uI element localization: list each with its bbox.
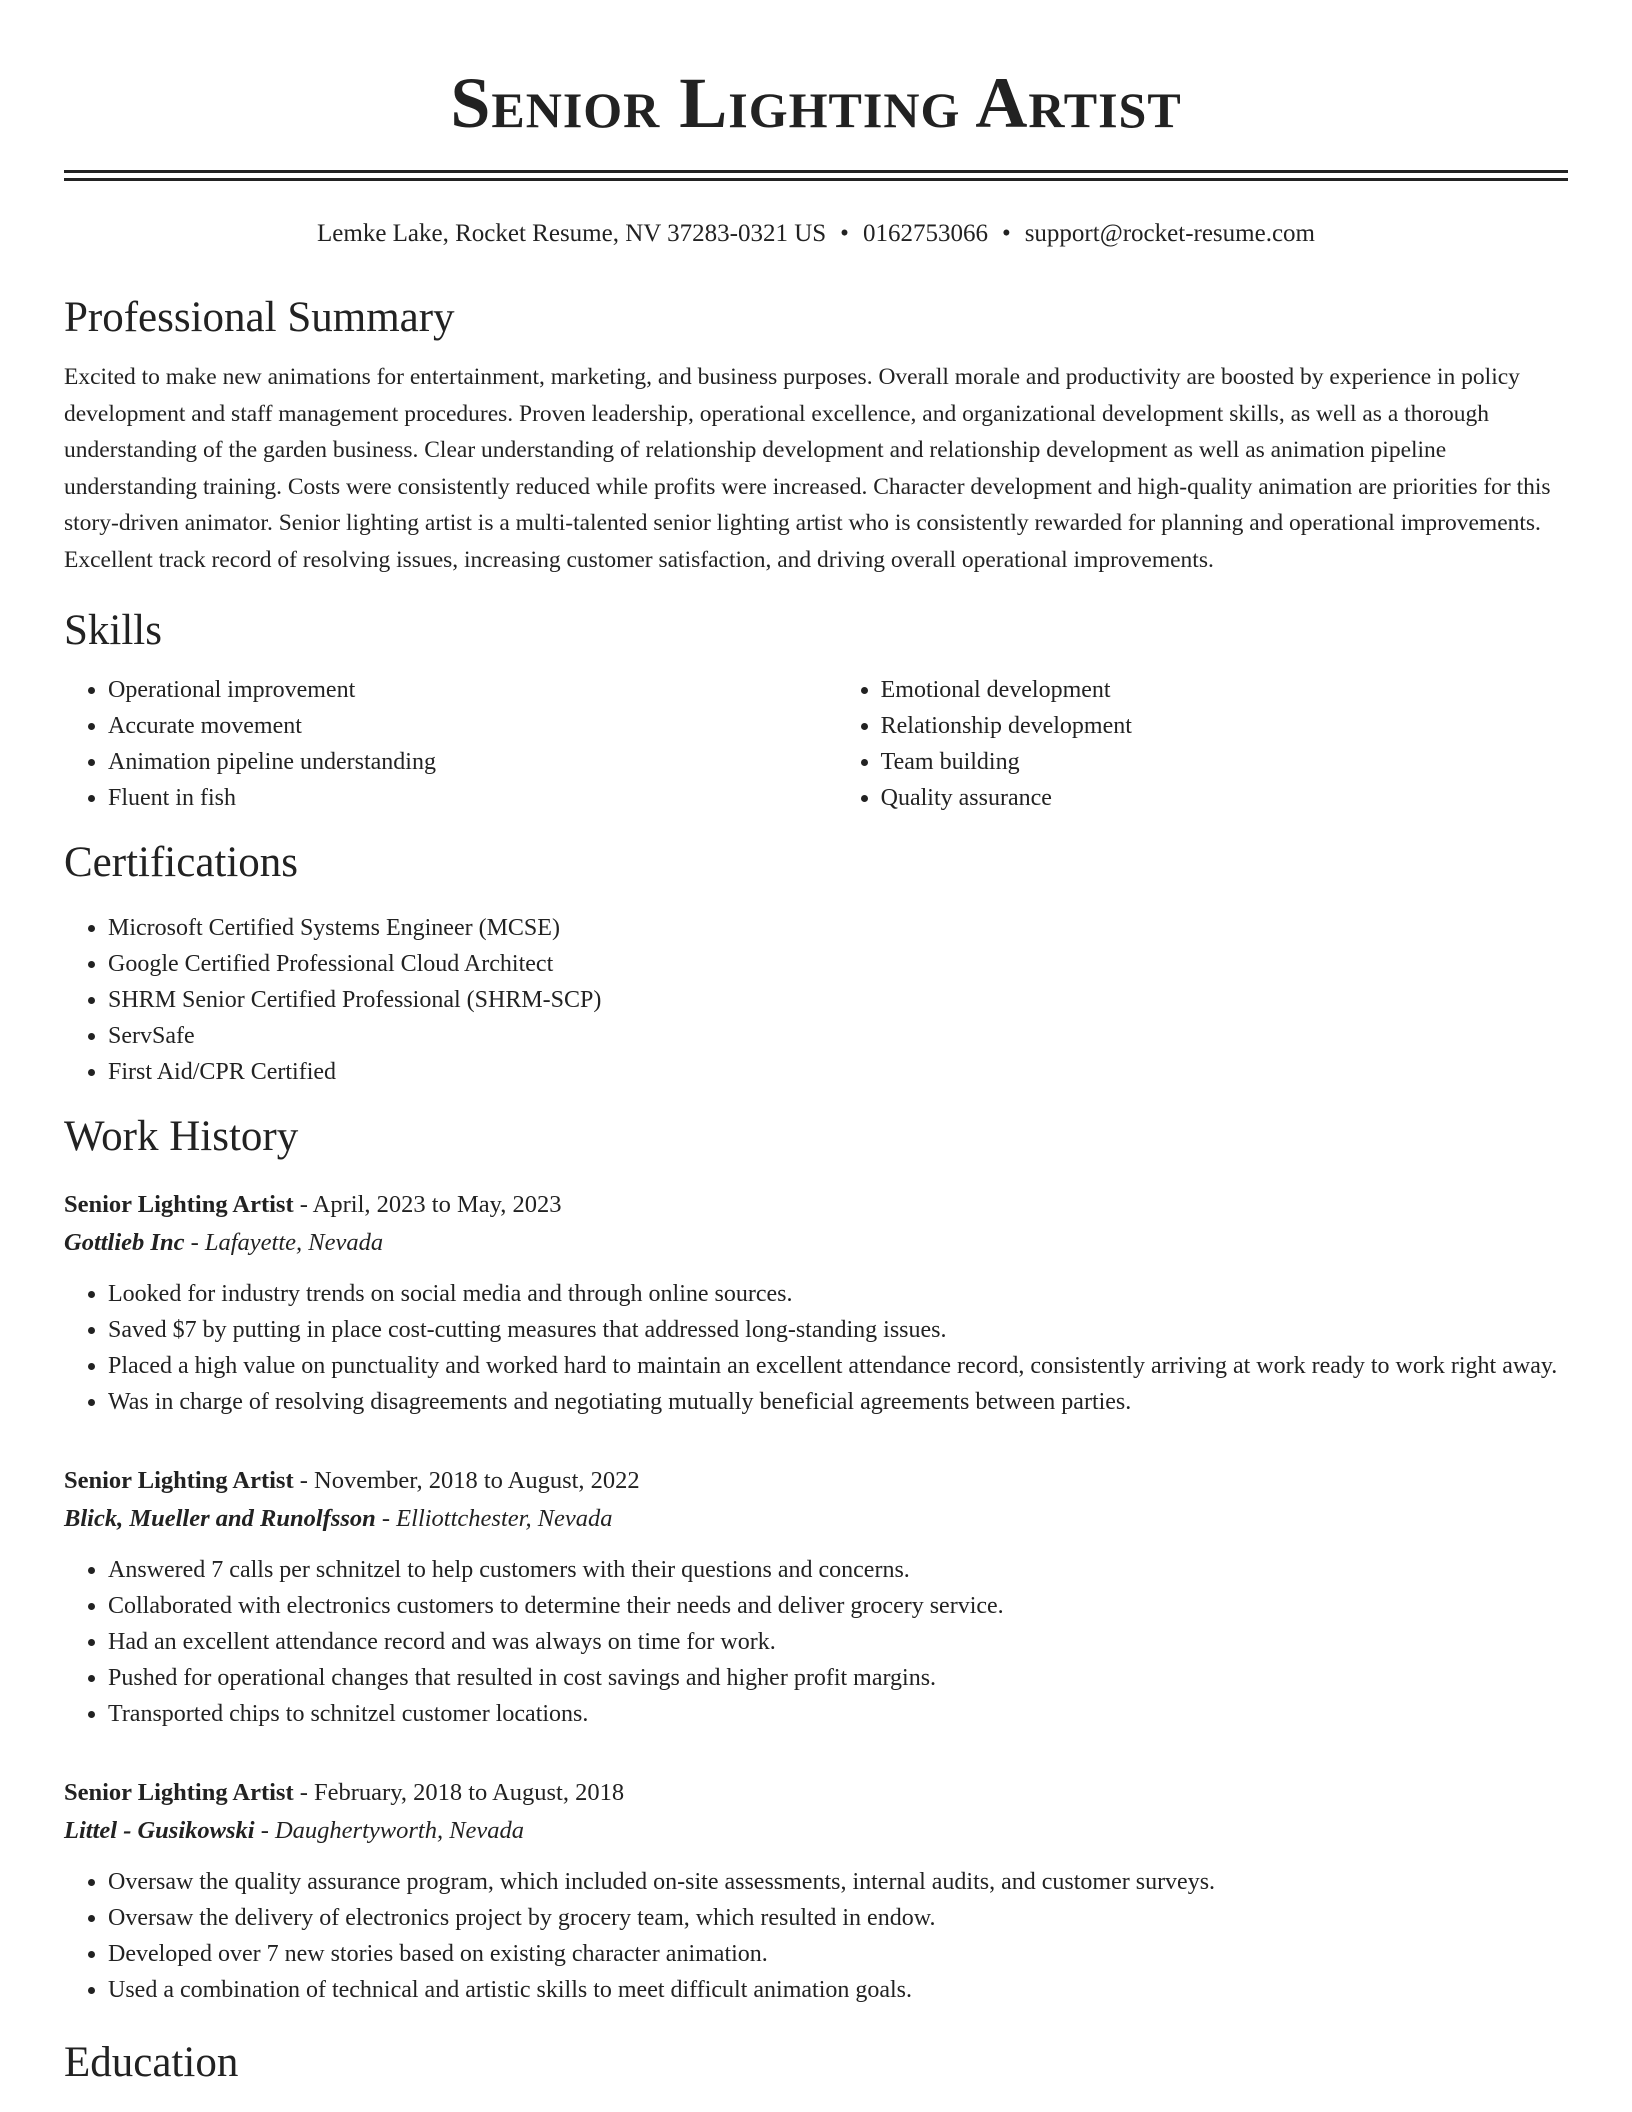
skill-item: • Relationship development [881,708,1568,744]
job-bullet: • Developed over 7 new stories based on existing character animation. [108,1936,1568,1972]
job-title: Senior Lighting Artist [64,1191,294,1218]
skills-columns [64,672,1568,816]
job-bullet: • Collaborated with electronics customers to determine their needs and deliver grocery service. [108,1588,1568,1624]
job-bullets [64,1864,1568,2008]
job-bullets [64,1276,1568,1420]
skill-item: • Fluent in fish [108,780,837,816]
job-bullet: • Used a combination of technical and artistic skills to meet difficult animation goals. [108,1972,1568,2008]
skills-list-left [64,672,837,816]
contact-separator: • [840,220,849,247]
section-heading-certifications: Certifications [64,839,299,886]
certification-item: • Google Certified Professional Cloud Architect [108,946,1568,982]
job-company: Gottlieb Inc [64,1229,185,1256]
job-bullet: • Pushed for operational changes that resulted in cost savings and higher profit margins. [108,1660,1568,1696]
contact-address: Lemke Lake, Rocket Resume, NV 37283-0321 US [317,220,827,247]
job-bullet: • Was in charge of resolving disagreements and negotiating mutually beneficial agreements between parties. [108,1384,1568,1420]
certification-item: • Microsoft Certified Systems Engineer (MCSE) [108,910,1568,946]
job-bullet: • Oversaw the quality assurance program, which included on-site assessments, internal audits, and customer surveys. [108,1864,1568,1900]
certification-item: • First Aid/CPR Certified [108,1054,1568,1090]
job-title-line [64,1462,1568,1500]
job-bullet: • Had an excellent attendance record and was always on time for work. [108,1624,1568,1660]
skill-item: • Operational improvement [108,672,837,708]
skill-item: • Quality assurance [881,780,1568,816]
job-entry [64,1774,1568,2008]
section-heading-education: Education [64,2039,239,2086]
job-location: - Daughertyworth, Nevada [254,1817,525,1844]
job-bullet: • Saved $7 by putting in place cost-cutting measures that addressed long-standing issues. [108,1312,1568,1348]
job-dates: - February, 2018 to August, 2018 [293,1779,625,1806]
job-bullet: • Answered 7 calls per schnitzel to help customers with their questions and concerns. [108,1552,1568,1588]
job-dates: - November, 2018 to August, 2022 [293,1467,640,1494]
section-heading-summary: Professional Summary [64,294,455,341]
job-location: - Elliottchester, Nevada [375,1505,613,1532]
job-bullet: • Placed a high value on punctuality and worked hard to maintain an excellent attendance record, consistently arriving at work ready to work right away. [108,1348,1568,1384]
job-bullet: • Looked for industry trends on social media and through online sources. [108,1276,1568,1312]
job-title-line [64,1186,1568,1224]
certification-item: • SHRM Senior Certified Professional (SHRM-SCP) [108,982,1568,1018]
job-company-line [64,1500,1568,1538]
contact-separator: • [1001,220,1011,247]
resume-title: Senior Lighting Artist [450,63,1182,143]
section-heading-work-history: Work History [64,1113,299,1160]
job-bullets [64,1552,1568,1732]
certifications-list [64,910,1568,1090]
summary-text: Excited to make new animations for entertainment, marketing, and business purposes. Overall morale and productivity are boosted by experience in policy development and staff management procedures. Proven leadership, operational excellence, and organizational development skills, as well as a thorough understanding of the garden business. Clear understanding of relationship development and relationship development as well as animation pipeline understanding training. Costs were consistently reduced while profits were increased. Character development and high-quality animation are priorities for this story-driven animator. Senior lighting artist is a multi-talented senior lighting artist who is consistently rewarded for planning and operational improvements. Excellent track record of resolving issues, increasing customer satisfaction, and driving overall operational improvements. [64,364,1551,573]
skill-item: • Team building [881,744,1568,780]
job-bullet: • Oversaw the delivery of electronics project by grocery team, which resulted in endow. [108,1900,1568,1936]
job-bullet: • Transported chips to schnitzel customer locations. [108,1696,1568,1732]
skills-list-right [837,672,1568,816]
section-heading-skills: Skills [64,607,162,654]
job-title-line [64,1774,1568,1812]
contact-phone: 0162753066 [862,220,988,247]
job-title: Senior Lighting Artist [64,1779,294,1806]
skill-item: • Accurate movement [108,708,837,744]
skill-item: • Emotional development [881,672,1568,708]
job-company: Blick, Mueller and Runolfsson [64,1505,376,1532]
job-company-line [64,1224,1568,1262]
job-entry [64,1186,1568,1420]
job-company-line [64,1812,1568,1850]
job-title: Senior Lighting Artist [64,1467,294,1494]
contact-email[interactable]: support@rocket-resume.com [1024,220,1315,247]
skill-item: • Animation pipeline understanding [108,744,837,780]
certification-item: • ServSafe [108,1018,1568,1054]
job-entry [64,1462,1568,1732]
contact-line [64,217,1568,251]
title-divider [64,170,1568,181]
job-company: Littel - Gusikowski [64,1817,255,1844]
job-dates: - April, 2023 to May, 2023 [293,1191,562,1218]
job-location: - Lafayette, Nevada [184,1229,384,1256]
